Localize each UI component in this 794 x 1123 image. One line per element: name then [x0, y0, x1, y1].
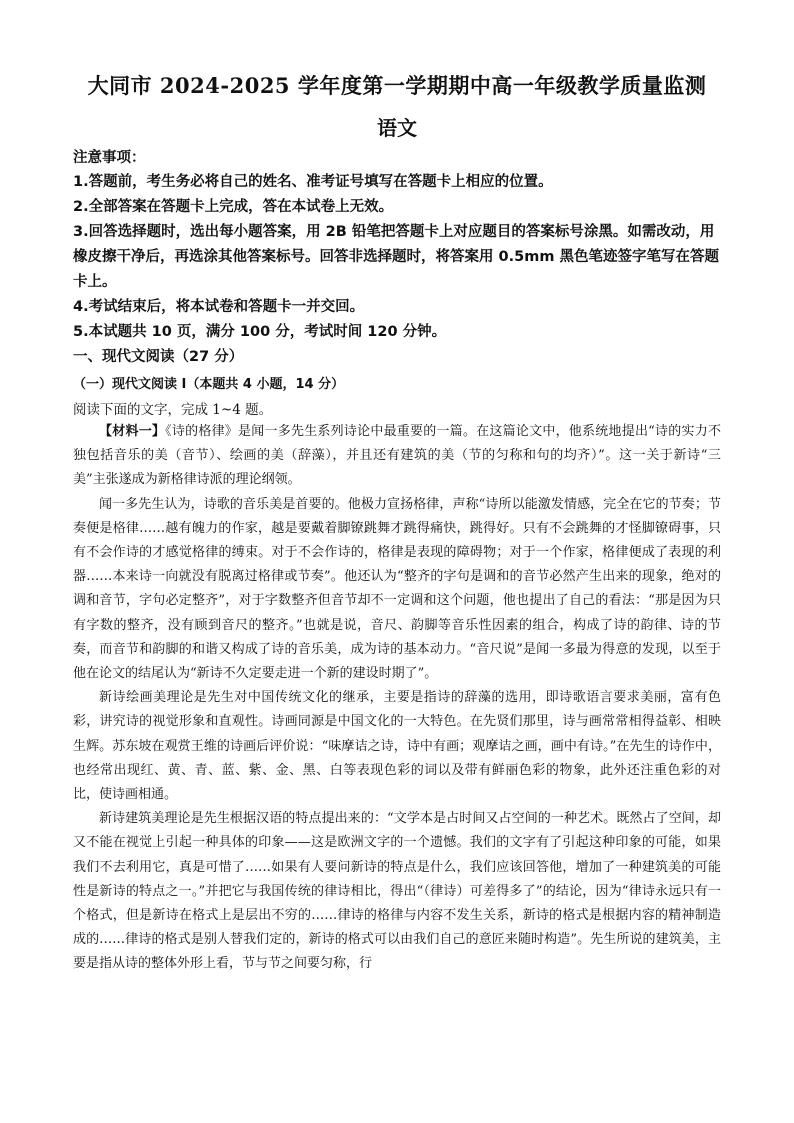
note-item: 4.考试结束后，将本试卷和答题卡一并交回。: [73, 299, 365, 315]
note-item: 3.回答选择题时，选出每小题答案，用 2B 铅笔把答题卡上对应题目的答案标号涂黑。如需改动，用橡皮擦干净后，再选涂其他答案标号。回答非选择题时，将答案用 0.5mm 黑色笔迹签字笔写在答题卡上。: [73, 224, 719, 290]
subsection-title: （一）现代文阅读 I（本题共 4 小题，14 分）: [73, 377, 345, 392]
instruction: 阅读下面的文字，完成 1~4 题。: [73, 402, 273, 418]
passage-paragraph: 新诗绘画美理论是先生对中国传统文化的继承，主要是指诗的辞藻的选用，即诗歌语言要求美丽，富有色彩，讲究诗的视觉形象和直观性。诗画同源是中国文化的一大特色。在先贤们那里，诗与画常常相得益彰、相映生辉。苏东坡在观赏王维的诗画后评价说：“味摩诘之诗，诗中有画；观摩诘之画，画中有诗。”在先生的诗作中，也经常出现红、黄、青、蓝、紫、金、黑、白等表现色彩的词以及带有鲜丽色彩的物象，此外还注重色彩的对比，使诗画相通。: [73, 690, 721, 803]
note-item: 1.答题前，考生务必将自己的姓名、准考证号填写在答题卡上相应的位置。: [73, 174, 553, 190]
passage-paragraph: [73, 420, 721, 493]
notes-list: [73, 170, 723, 345]
passage: [73, 420, 721, 977]
section-title: 一、现代文阅读（27 分）: [73, 349, 244, 365]
note-item: 5.本试题共 10 页，满分 100 分，考试时间 120 分钟。: [73, 324, 447, 340]
passage-paragraph: 新诗建筑美理论是先生根据汉语的特点提出来的：“文学本是占时间又占空间的一种艺术。既然占了空间，却又不能在视觉上引起一种具体的印象——这是欧洲文字的一个遗憾。我们的文字有了引起这种印象的可能，如果我们不去利用它，真是可惜了……如果有人要问新诗的特点是什么，我们应该回答他，增加了一种建筑美的可能性是新诗的特点之一。”并把它与我国传统的律诗相比，得出“（律诗）可差得多了”的结论，因为“律诗永远只有一个格式，但是新诗在格式上是层出不穷的……律诗的格律与内容不发生关系，新诗的格式是根据内容的精神制造成的……律诗的格式是别人替我们定的，新诗的格式可以由我们自己的意匠来随时构造”。先生所说的建筑美，主要是指从诗的整体外形上看，节与节之间要匀称，行: [73, 811, 721, 972]
notes-heading: 注意事项：: [73, 150, 146, 166]
paragraph-text: 《诗的格律》是闻一多先生系列诗论中最重要的一篇。在这篇论文中，他系统地提出“诗的实力不独包括音乐的美（音节）、绘画的美（辞藻），并且还有建筑的美（节的匀称和句的均齐）”。这一关于新诗“三美”主张遂成为新格律诗派的理论纲领。: [73, 424, 721, 488]
exam-title: 大同市 2024-2025 学年度第一学期期中高一年级教学质量监测: [87, 73, 707, 98]
note-item: 2.全部答案在答题卡上完成，答在本试卷上无效。: [73, 199, 394, 215]
passage-paragraph: 闻一多先生认为，诗歌的音乐美是首要的。他极力宣扬格律，声称“诗所以能激发情感，完全在它的节奏；节奏便是格律……越有魄力的作家，越是要戴着脚镣跳舞才跳得痛快，跳得好。只有不会跳舞的才怪脚镣碍事，只有不会作诗的才感觉格律的缚束。对于不会作诗的，格律是表现的障碍物；对于一个作家，格律便成了表现的利器……本来诗一向就没有脱离过格律或节奏”。他还认为“整齐的字句是调和的音节必然产生出来的现象，绝对的调和音节，字句必定整齐”，对于字数整齐但音节却不一定调和这个问题，他也提出了自己的看法：“那是因为只有字数的整齐，没有顾到音尺的整齐。”也就是说，音尺、韵脚等音乐性因素的组合，构成了诗的韵律、诗的节奏，而音节和韵脚的和谐又构成了诗的音乐美，成为诗的基本动力。“音尺说”是闻一多最为得意的发现，以至于他在论文的结尾认为“新诗不久定要走进一个新的建设时期了”。: [73, 496, 721, 682]
subject-title: 语文: [377, 116, 417, 140]
material-label: 【材料一】: [99, 424, 166, 439]
